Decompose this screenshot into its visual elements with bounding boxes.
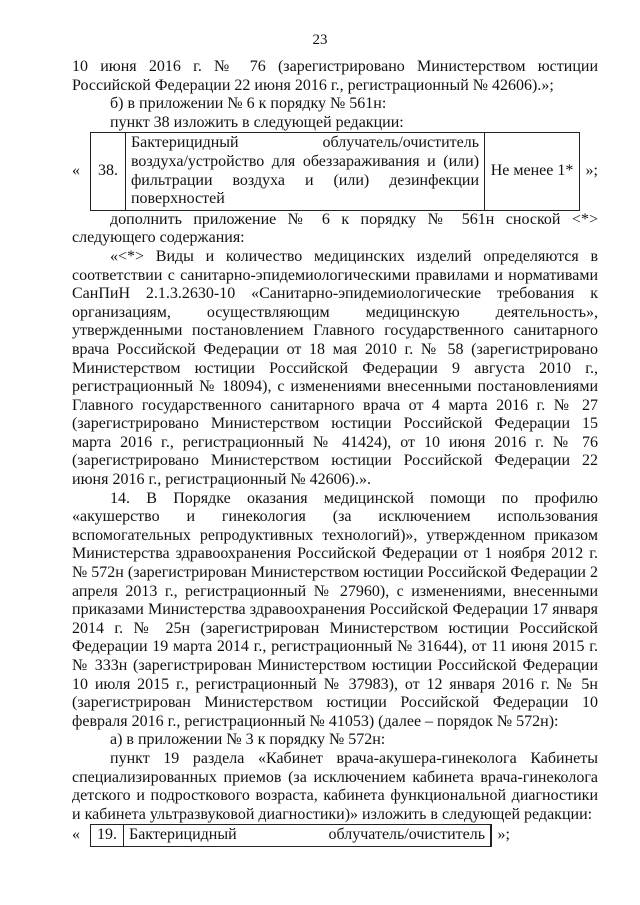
item-19-table-row (72, 824, 598, 847)
open-quote: « (72, 162, 80, 180)
description-line: воздуха/устройство для обеззараживания и (или) (130, 152, 480, 170)
description-line: Бактерицидный облучатель/очиститель (130, 134, 480, 152)
document-body (72, 58, 598, 847)
item-19-table (90, 824, 492, 847)
close-quote: »; (497, 826, 510, 844)
open-quote: « (72, 826, 80, 844)
paragraph-item-14: 14. В Порядке оказания медицинской помощи по профилю «акушерство и гинекология (за исключением использования вспомогательных репродуктивных технологий)», утвержденном приказом Министерства здравоохранения Российской Федерации от 1 ноября 2012 г. № 572н (зарегистрирован Министерством юстиции Российской Федерации 2 апреля 2013 г., регистрационный № 27960), с изменениями, внесенными приказами Министерства здравоохранения Российской Федерации 17 января 2014 г. № 25н (зарегистрирован Министерством юстиции Российской Федерации 19 марта 2014 г., регистрационный № 31644), от 11 июня 2015 г. № 333н (зарегистрирован Министерством юстиции Российской Федерации 10 июля 2015 г., регистрационный № 37983), от 12 января 2016 г. № 5н (зарегистрирован Министерством юстиции Российской Федерации 10 февраля 2016 г., регистрационный № 41053) (далее – порядок № 572н): (72, 489, 598, 730)
page-number: 23 (312, 32, 328, 48)
description-line: фильтрации воздуха и (или) дезинфекции (130, 171, 480, 189)
item-number-cell: 19. (91, 825, 124, 847)
close-quote: »; (585, 162, 598, 180)
table-row (90, 133, 579, 210)
paragraph-item-19-intro: пункт 19 раздела «Кабинет врача-акушера-гинеколога Кабинеты специализированных приемов (за исключением кабинета врача-гинеколога детского и подросткового возраста, кабинета функциональной диагностики и кабинета ультразвуковой диагностики)» изложить в следующей редакции: (72, 749, 598, 823)
paragraph-footnote-intro: дополнить приложение № 6 к порядку № 561н сноской <*> следующего содержания: (72, 210, 598, 247)
item-description-cell: Бактерицидный облучатель/очиститель (124, 825, 491, 847)
paragraph-item-38-intro: пункт 38 изложить в следующей редакции: (110, 113, 404, 131)
item-38-table-row (72, 132, 598, 210)
paragraph-subitem-a: а) в приложении № 3 к порядку № 572н: (110, 731, 386, 749)
paragraph-footnote-text: «<*> Виды и количество медицинских изделий определяются в соответствии с санитарно-эпидемиологическими правилами и нормативами СанПиН 2.1.3.2630-10 «Санитарно-эпидемиологические требования к организациям, осуществляющим медицинскую деятельность», утвержденными постановлением Главного государственного санитарного врача Российской Федерации от 18 мая 2010 г. № 58 (зарегистрировано Министерством юстиции Российской Федерации 9 августа 2010 г., регистрационный № 18094), с изменениями внесенными постановлениями Главного государственного санитарного врача от 4 марта 2016 г. № 27 (зарегистрировано Министерством юстиции Российской Федерации 15 марта 2016 г., регистрационный № 41424), от 10 июня 2016 г. № 76 (зарегистрировано Министерством юстиции Российской Федерации 22 июня 2016 г., регистрационный № 42606).». (72, 247, 598, 489)
paragraph-continuation: 10 июня 2016 г. № 76 (зарегистрировано Министерством юстиции Российской Федерации 22 июня 2016 г., регистрационный № 42606).»; (72, 58, 598, 94)
item-quantity-cell: Не менее 1* (485, 133, 580, 210)
item-38-table (90, 132, 580, 210)
paragraph-subitem-b: б) в приложении № 6 к порядку № 561н: (110, 95, 387, 113)
table-row (91, 825, 492, 847)
description-line: поверхностей (130, 190, 225, 208)
item-number-cell: 38. (90, 133, 125, 210)
item-description-cell (125, 133, 484, 210)
